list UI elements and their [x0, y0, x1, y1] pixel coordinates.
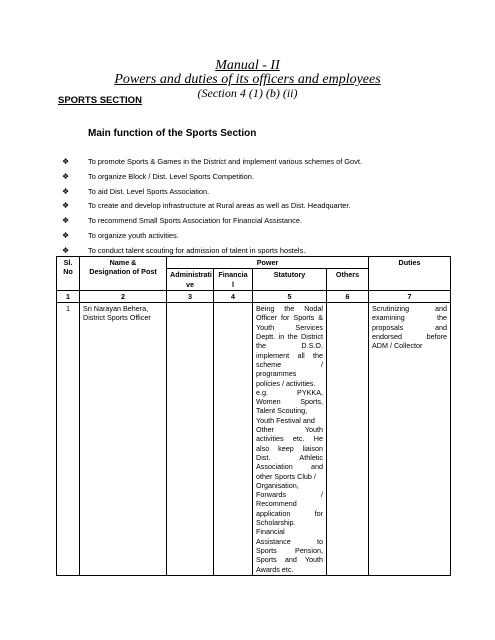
- list-item: [62, 215, 472, 230]
- function-list: [62, 156, 472, 260]
- statutory-line: programmes: [256, 369, 297, 379]
- statutory-line: Being the Nodal: [256, 304, 323, 314]
- list-item: [62, 171, 472, 186]
- list-item: [62, 186, 472, 201]
- list-item: [62, 200, 472, 215]
- statutory-line: the D.S.O.: [256, 341, 323, 351]
- header-duties: Duties: [369, 257, 451, 291]
- header-name-designation: Name & Designation of Post: [80, 257, 167, 291]
- column-number: 1: [57, 290, 80, 302]
- list-item: [62, 156, 472, 171]
- statutory-line: Sports Pension,: [256, 545, 323, 555]
- statutory-line: Officer for Sports &: [256, 313, 323, 323]
- duties-line: endorsed before: [372, 332, 448, 342]
- statutory-line: Talent Scouting,: [256, 406, 308, 416]
- row-statutory: [253, 303, 327, 576]
- statutory-line: other Sports Club /: [256, 471, 316, 481]
- diamond-bullet-icon: ❖: [62, 171, 70, 181]
- statutory-line: also keep liaison: [256, 443, 323, 453]
- row-duties: [369, 303, 451, 576]
- section-reference: (Section 4 (1) (b) (ii): [197, 86, 298, 100]
- list-item-text: To promote Sports & Games in the District and implement various schemes of Govt.: [88, 157, 362, 166]
- header-sl-no: Sl. No: [57, 257, 80, 291]
- statutory-line: scheme /: [256, 359, 323, 369]
- statutory-line: Youth Services: [256, 322, 323, 332]
- row-name-designation: Sri Narayan Behera, District Sports Officer: [80, 303, 167, 576]
- duties-line: proposals and: [372, 322, 448, 332]
- powers-duties-table: [56, 256, 451, 576]
- column-number: 5: [253, 290, 327, 302]
- statutory-line: Deptt. in the District: [256, 332, 323, 342]
- list-item-text: To conduct talent scouting for admission of talent in sports hostels.: [88, 245, 306, 255]
- statutory-line: application for: [256, 508, 323, 518]
- diamond-bullet-icon: ❖: [62, 230, 70, 240]
- duties-line: examining the: [372, 313, 448, 323]
- duties-line: Scrutinizing and: [372, 304, 448, 314]
- diamond-bullet-icon: ❖: [62, 201, 70, 211]
- column-number: 7: [369, 290, 451, 302]
- row-others: [327, 303, 369, 576]
- statutory-line: Women Sports,: [256, 397, 323, 407]
- statutory-line: policies / activities.: [256, 378, 316, 388]
- header-administrative: Administrati ve: [167, 269, 214, 291]
- statutory-line: Association and: [256, 462, 323, 472]
- header-power: Power: [167, 257, 369, 269]
- header-statutory: Statutory: [253, 269, 327, 291]
- statutory-line: Awards etc.: [256, 564, 294, 574]
- statutory-line: Assistance to: [256, 536, 323, 546]
- list-item-text: To organize Block / Dist. Level Sports Competition.: [88, 171, 254, 181]
- statutory-line: Organisation,: [256, 480, 299, 490]
- table-row: [57, 303, 451, 576]
- subsection-heading: Main function of the Sports Section: [88, 128, 257, 139]
- section-heading: SPORTS SECTION: [58, 95, 142, 106]
- column-number: 3: [167, 290, 214, 302]
- column-number: 2: [80, 290, 167, 302]
- statutory-line: implement all the: [256, 350, 323, 360]
- row-financial: [214, 303, 253, 576]
- statutory-line: Sports and Youth: [256, 555, 323, 565]
- column-number-row: [57, 290, 451, 302]
- diamond-bullet-icon: ❖: [62, 245, 70, 255]
- row-administrative: [167, 303, 214, 576]
- column-number: 6: [327, 290, 369, 302]
- row-sl-no: 1: [57, 303, 80, 576]
- header-others: Others: [327, 269, 369, 291]
- diamond-bullet-icon: ❖: [62, 186, 70, 196]
- diamond-bullet-icon: ❖: [62, 216, 70, 226]
- manual-title: Manual - II: [215, 58, 280, 73]
- list-item-text: To create and develop infrastructure at Rural areas as well as Dist. Headquarter.: [88, 201, 351, 211]
- duties-line: ADM / Collector: [372, 341, 423, 351]
- column-number: 4: [214, 290, 253, 302]
- statutory-line: Other Youth: [256, 425, 323, 435]
- statutory-line: Financial: [256, 527, 285, 537]
- statutory-line: Youth Festival and: [256, 415, 315, 425]
- list-item: [62, 230, 472, 245]
- list-item-text: To organize youth activities.: [88, 230, 179, 240]
- statutory-line: activities etc. He: [256, 434, 323, 444]
- statutory-line: Scholarship.: [256, 518, 296, 528]
- statutory-line: Dist. Athletic: [256, 452, 323, 462]
- list-item-text: To recommend Small Sports Association for Financial Assistance.: [88, 216, 303, 226]
- statutory-line: Recommend: [256, 499, 297, 509]
- document-title: Powers and duties of its officers and employees: [114, 72, 381, 87]
- statutory-line: Forwards /: [256, 490, 323, 500]
- header-financial: Financia l: [214, 269, 253, 291]
- diamond-bullet-icon: ❖: [62, 157, 70, 166]
- statutory-line: e.g. PYKKA,: [256, 387, 323, 397]
- list-item-text: To aid Dist. Level Sports Association.: [88, 186, 210, 196]
